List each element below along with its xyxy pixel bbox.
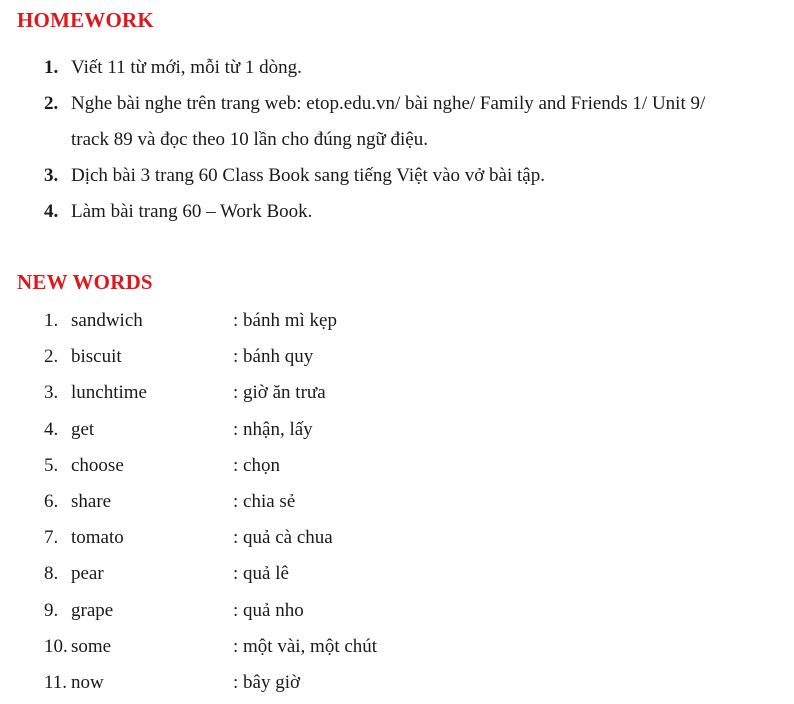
- vocab-number: 8.: [44, 563, 59, 585]
- homework-item: [0, 50, 794, 86]
- vocab-word: choose: [71, 454, 124, 476]
- vocab-meaning: : quả lê: [233, 563, 289, 585]
- vocab-word: get: [71, 418, 95, 440]
- vocab-meaning: : bánh mì kẹp: [233, 310, 337, 331]
- vocab-number: 3.: [44, 382, 59, 404]
- vocab-meaning: : giờ ăn trưa: [233, 382, 326, 404]
- vocab-word: tomato: [71, 527, 124, 549]
- homework-item-text: Làm bài trang 60 – Work Book.: [71, 201, 313, 222]
- vocab-word: share: [71, 490, 112, 512]
- new-words-heading: NEW WORDS: [17, 270, 153, 294]
- vocab-meaning: : một vài, một chút: [233, 635, 378, 657]
- vocab-row: [0, 665, 794, 701]
- vocab-row: [0, 593, 794, 629]
- homework-list: [0, 50, 794, 230]
- vocab-row: [0, 484, 794, 520]
- homework-item-number: 4.: [44, 201, 59, 222]
- vocab-number: 1.: [44, 310, 59, 331]
- vocab-meaning: : bánh quy: [233, 346, 314, 368]
- vocab-word: lunchtime: [71, 382, 147, 404]
- vocab-word: grape: [71, 599, 114, 621]
- vocab-row: [0, 556, 794, 592]
- vocab-meaning: : bây giờ: [233, 671, 301, 693]
- vocab-number: 6.: [44, 490, 59, 512]
- vocab-number: 2.: [44, 346, 59, 368]
- vocab-word: some: [71, 635, 112, 657]
- vocab-number: 7.: [44, 527, 59, 549]
- vocab-row: [0, 375, 794, 411]
- homework-item-text: Nghe bài nghe trên trang web: etop.edu.vn/ bài nghe/ Family and Friends 1/ Unit 9/: [71, 93, 706, 114]
- vocab-word: biscuit: [71, 346, 122, 368]
- homework-item: [0, 158, 794, 194]
- vocab-row: [0, 303, 794, 339]
- vocab-row: [0, 339, 794, 375]
- vocab-number: 9.: [44, 599, 59, 621]
- vocab-meaning: : quả cà chua: [233, 527, 333, 549]
- homework-item: [0, 194, 794, 230]
- vocab-number: 10.: [44, 635, 68, 657]
- vocab-number: 11.: [44, 671, 68, 693]
- vocab-number: 4.: [44, 418, 59, 440]
- homework-item-text: Dịch bài 3 trang 60 Class Book sang tiếng Việt vào vở bài tập.: [71, 165, 545, 186]
- homework-item-number: 2.: [44, 93, 59, 114]
- vocab-meaning: : chia sẻ: [233, 490, 296, 512]
- vocab-word: pear: [71, 563, 104, 585]
- homework-item-text-continued: track 89 và đọc theo 10 lần cho đúng ngữ điệu.: [71, 129, 428, 150]
- homework-item-number: 3.: [44, 165, 59, 186]
- homework-item-text: Viết 11 từ mới, mỗi từ 1 dòng.: [71, 57, 302, 78]
- vocab-meaning: : chọn: [233, 454, 280, 476]
- vocab-number: 5.: [44, 454, 59, 476]
- new-words-list: [0, 303, 794, 701]
- vocab-row: [0, 448, 794, 484]
- homework-heading: HOMEWORK: [17, 8, 154, 32]
- vocab-meaning: : nhận, lấy: [233, 418, 313, 440]
- vocab-word: now: [71, 671, 104, 693]
- homework-item: [0, 86, 794, 158]
- homework-item-number: 1.: [44, 57, 59, 78]
- vocab-row: [0, 629, 794, 665]
- vocab-meaning: : quả nho: [233, 599, 304, 621]
- vocab-row: [0, 412, 794, 448]
- vocab-word: sandwich: [71, 310, 143, 331]
- vocab-row: [0, 520, 794, 556]
